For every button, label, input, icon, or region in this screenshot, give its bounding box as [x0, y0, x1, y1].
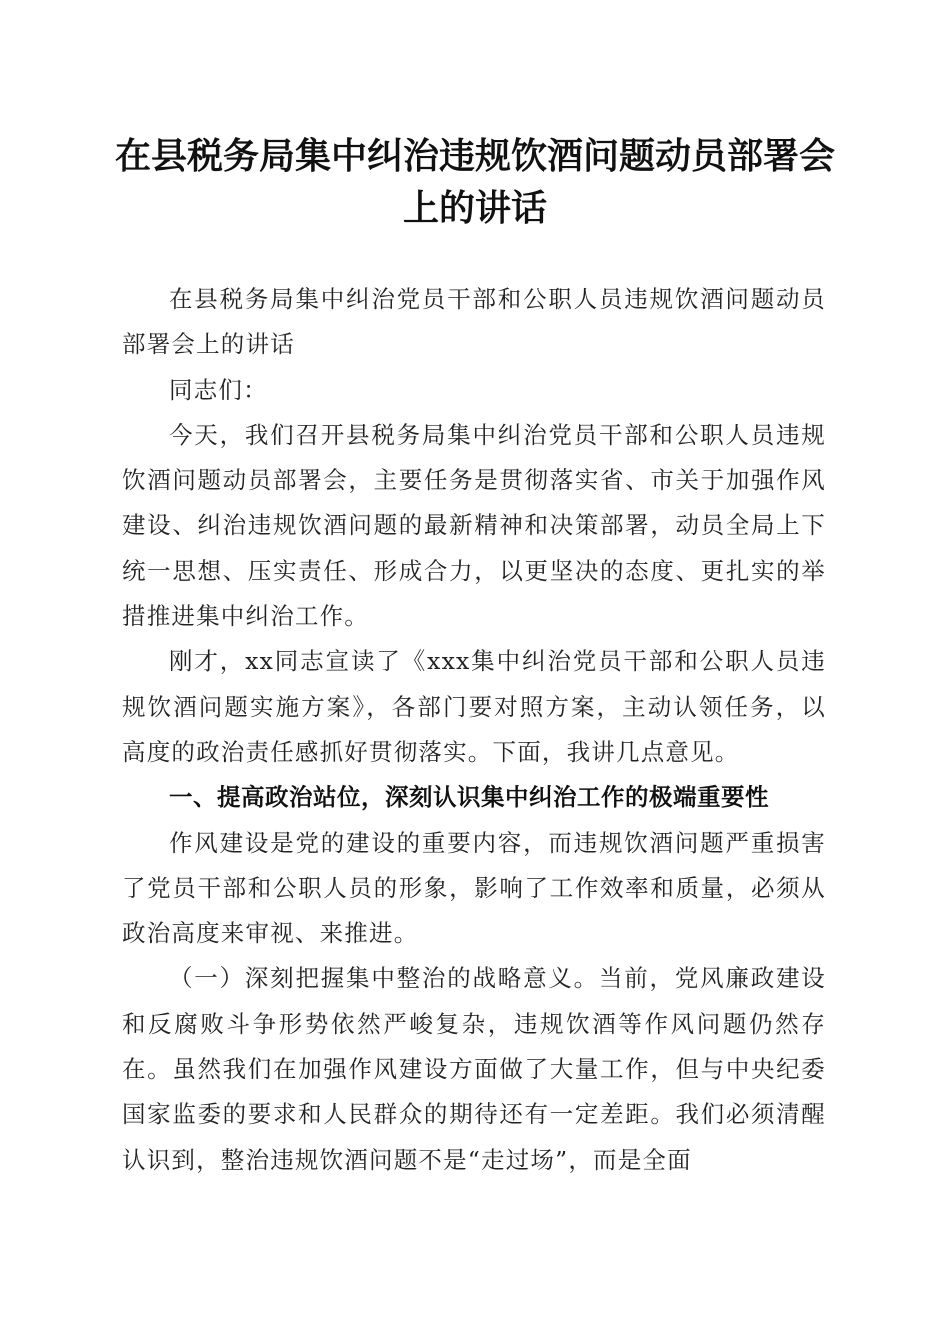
document-title: 在县税务局集中纠治违规饮酒问题动员部署会上的讲话 — [114, 135, 835, 229]
paragraph-subtitle: 在县税务局集中纠治党员干部和公职人员违规饮酒问题动员部署会上的讲话 — [122, 285, 826, 359]
document-body — [122, 277, 826, 1183]
section-heading-one: 一、提高政治站位，深刻认识集中纠治工作的极端重要性 — [169, 783, 769, 812]
paragraph-opening: 今天，我们召开县税务局集中纠治党员干部和公职人员违规饮酒问题动员部署会，主要任务是贯彻落实省、市关于加强作风建设、纠治违规饮酒问题的最新精神和决策部署，动员全局上下统一思想、压实责任、形成合力，以更坚决的态度、更扎实的举措推进集中纠治工作。 — [122, 420, 826, 631]
paragraph-section-intro: 作风建设是党的建设的重要内容，而违规饮酒问题严重损害了党员干部和公职人员的形象，影响了工作效率和质量，必须从政治高度来审视、来推进。 — [122, 828, 826, 948]
paragraph-salutation: 同志们： — [169, 375, 268, 404]
paragraph-plan-reference: 刚才，xx同志宣读了《xxx集中纠治党员干部和公职人员违规饮酒问题实施方案》，各部门要对照方案，主动认领任务，以高度的政治责任感抓好贯彻落实。下面，我讲几点意见。 — [122, 647, 826, 766]
paragraph-subsection-one: （一）深刻把握集中整治的战略意义。当前，党风廉政建设和反腐败斗争形势依然严峻复杂，违规饮酒等作风问题仍然存在。虽然我们在加强作风建设方面做了大量工作，但与中央纪委国家监委的要求和人民群众的期待还有一定差距。我们必须清醒认识到，整治违规饮酒问题不是“走过场”，而是全面 — [122, 964, 826, 1174]
